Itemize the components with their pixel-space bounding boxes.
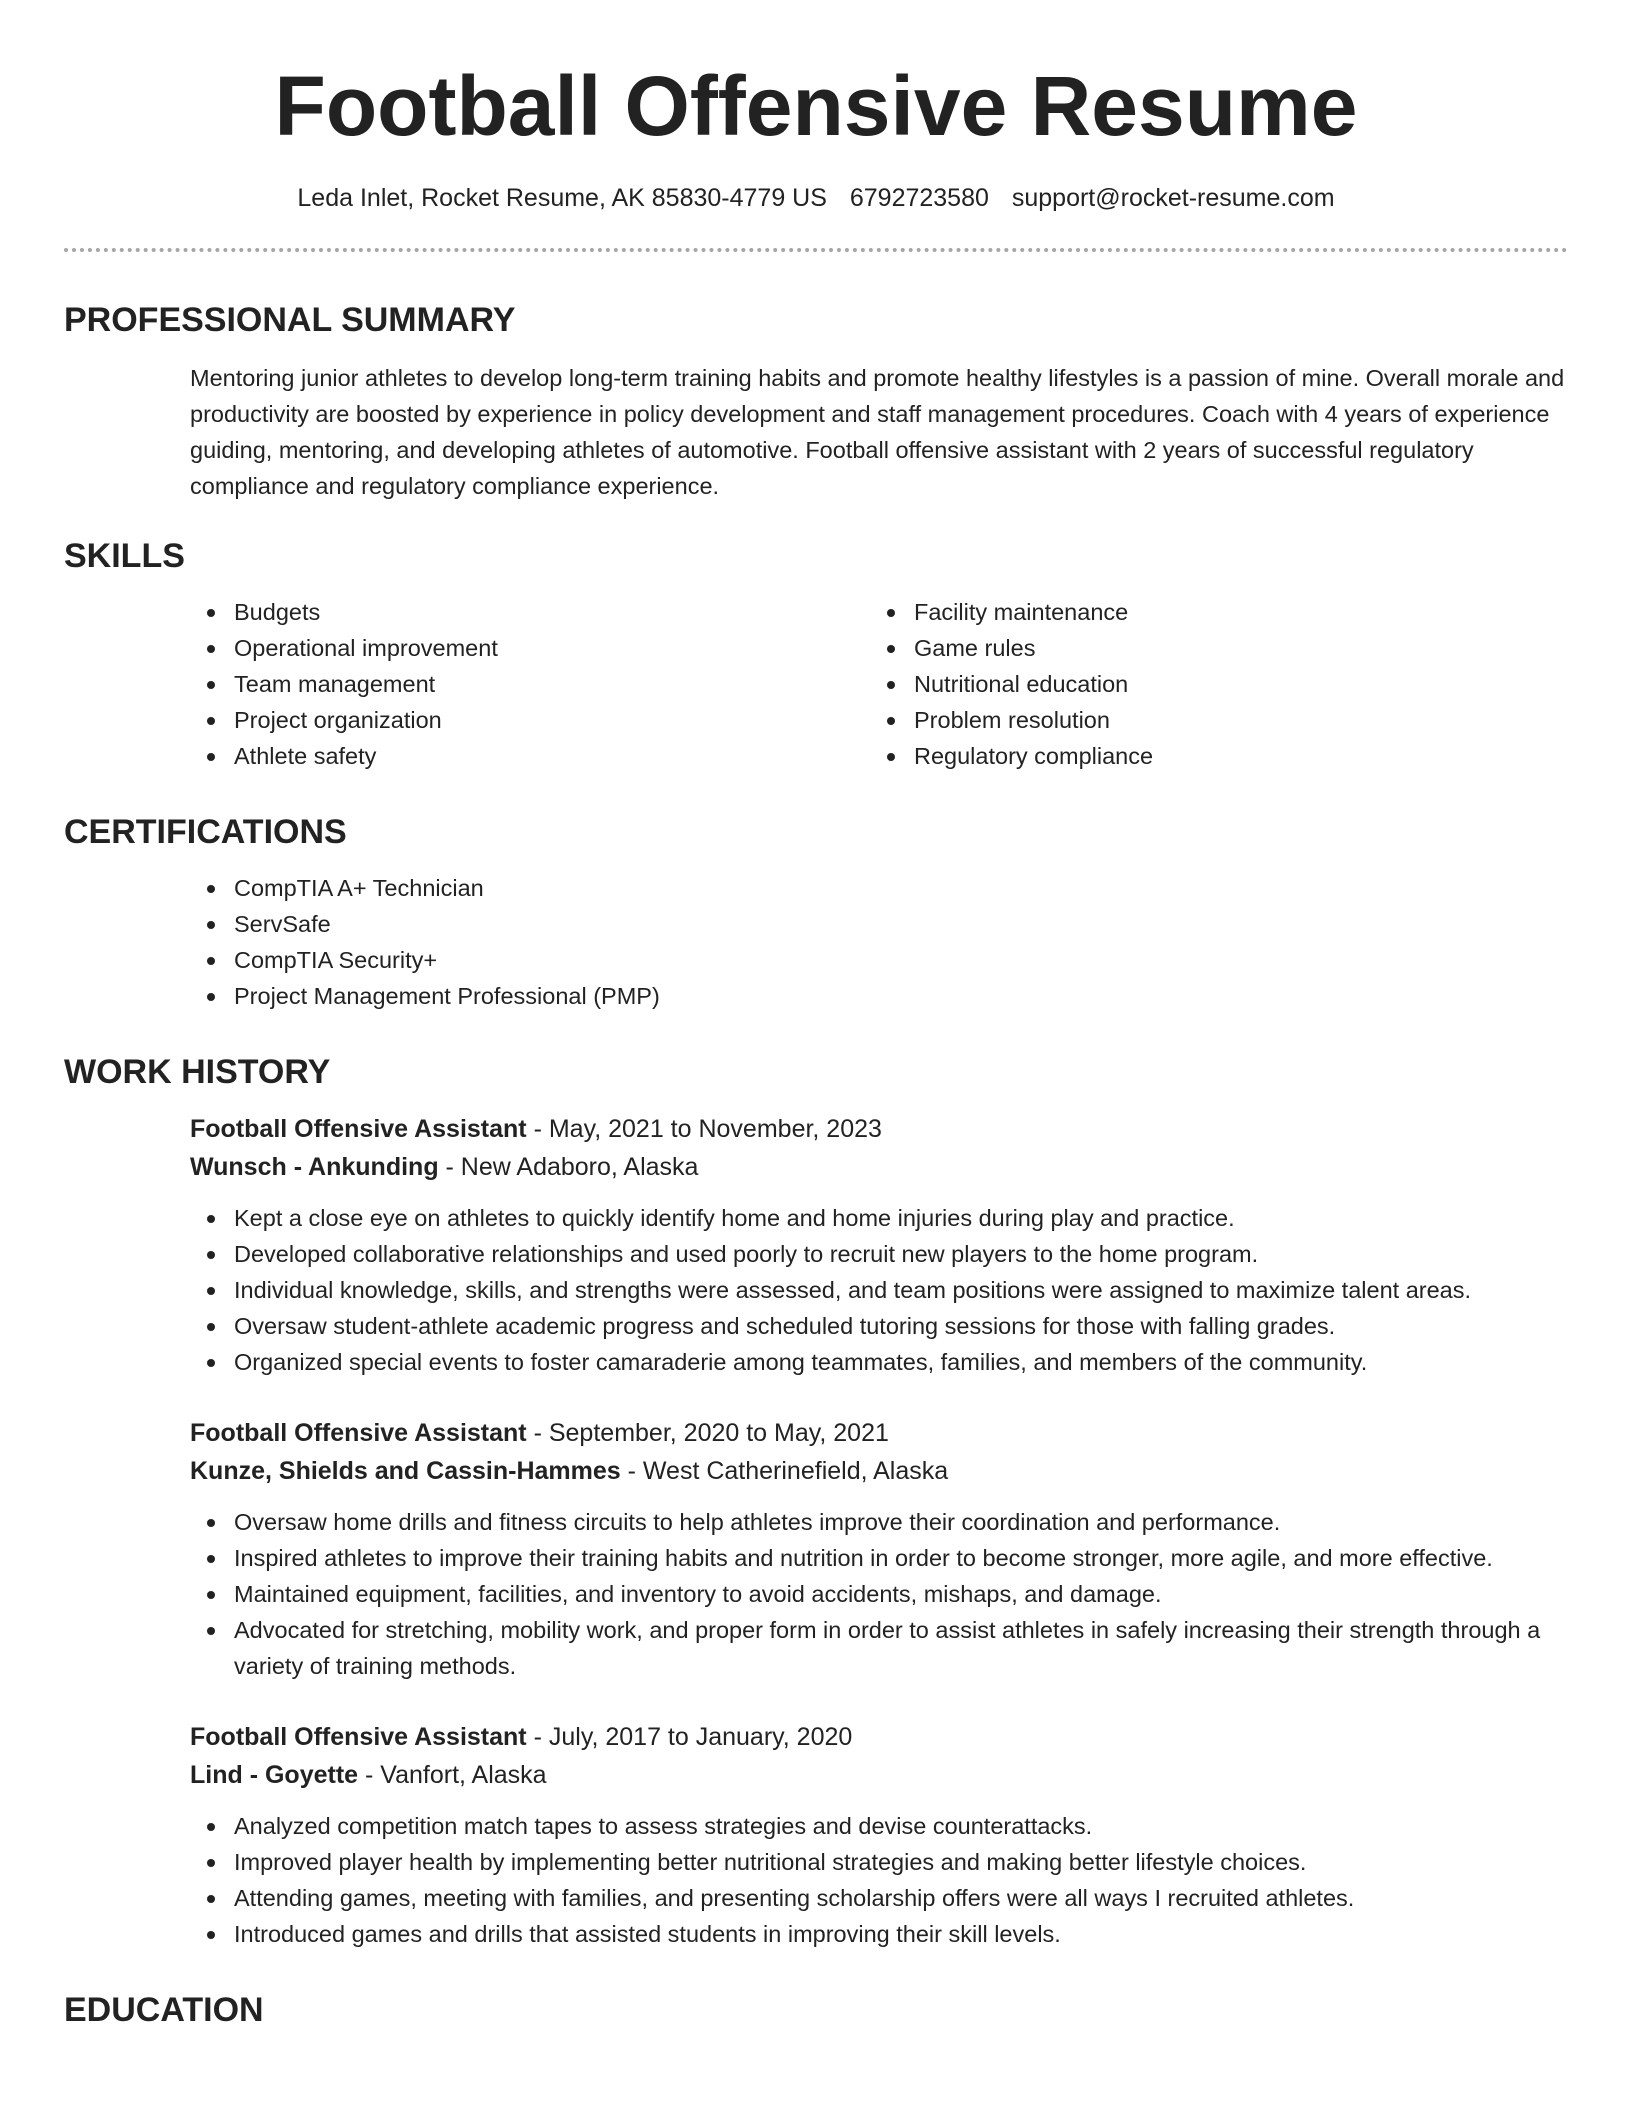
skills-list-left	[190, 594, 870, 774]
skill-item: Problem resolution	[870, 702, 1568, 738]
job-location: - West Catherinefield, Alaska	[620, 1457, 949, 1485]
skill-item: Team management	[190, 666, 870, 702]
job-bullet: Developed collaborative relationships and used poorly to recruit new players to the home program.	[190, 1236, 1568, 1272]
header-divider	[64, 248, 1568, 252]
summary-section	[64, 300, 1568, 504]
skill-item: Athlete safety	[190, 738, 870, 774]
job-bullet: Oversaw home drills and fitness circuits to help athletes improve their coordination and performance.	[190, 1504, 1568, 1540]
work-history-body	[190, 1110, 1568, 1952]
job-company: Kunze, Shields and Cassin-Hammes	[190, 1457, 621, 1485]
job-entry	[190, 1110, 1568, 1380]
certifications-body	[190, 870, 1568, 1014]
job-company-line	[190, 1148, 1568, 1186]
job-bullets	[190, 1200, 1568, 1380]
job-role-line	[190, 1110, 1568, 1148]
education-section	[64, 1990, 1568, 2030]
summary-heading: PROFESSIONAL SUMMARY	[64, 301, 516, 339]
certification-item: Project Management Professional (PMP)	[190, 978, 1568, 1014]
job-bullet: Oversaw student-athlete academic progress and scheduled tutoring sessions for those with falling grades.	[190, 1308, 1568, 1344]
contact-phone: 6792723580	[849, 184, 989, 212]
job-role: Football Offensive Assistant	[190, 1115, 527, 1143]
skills-grid	[190, 594, 1568, 774]
skill-item: Nutritional education	[870, 666, 1568, 702]
summary-text: Mentoring junior athletes to develop long-term training habits and promote healthy lifestyles is a passion of mine. Overall morale and productivity are boosted by experience in policy development and staff management procedures. Coach with 4 years of experience guiding, mentoring, and developing athletes of automotive. Football offensive assistant with 2 years of successful regulatory compliance and regulatory compliance experience.	[190, 365, 1565, 499]
job-bullet: Kept a close eye on athletes to quickly identify home and home injuries during play and practice.	[190, 1200, 1568, 1236]
work-history-section	[64, 1052, 1568, 1952]
certifications-list	[190, 870, 1568, 1014]
job-location: - Vanfort, Alaska	[358, 1761, 547, 1789]
job-company: Lind - Goyette	[190, 1761, 359, 1789]
skill-item: Project organization	[190, 702, 870, 738]
job-bullets	[190, 1808, 1568, 1952]
job-bullet: Attending games, meeting with families, and presenting scholarship offers were all ways I recruited athletes.	[190, 1880, 1568, 1916]
job-bullet: Inspired athletes to improve their training habits and nutrition in order to become stronger, more agile, and more effective.	[190, 1540, 1568, 1576]
skills-heading: SKILLS	[64, 537, 185, 575]
job-bullets	[190, 1504, 1568, 1684]
job-company-line	[190, 1756, 1568, 1794]
certification-item: ServSafe	[190, 906, 1568, 942]
job-bullet: Maintained equipment, facilities, and inventory to avoid accidents, mishaps, and damage.	[190, 1576, 1568, 1612]
job-entry	[190, 1414, 1568, 1684]
skill-item: Game rules	[870, 630, 1568, 666]
contact-line	[64, 182, 1568, 214]
certification-item: CompTIA A+ Technician	[190, 870, 1568, 906]
job-bullet: Improved player health by implementing better nutritional strategies and making better lifestyle choices.	[190, 1844, 1568, 1880]
resume-title: Football Offensive Resume	[274, 59, 1358, 153]
certifications-section	[64, 812, 1568, 1014]
job-dates: - May, 2021 to November, 2023	[526, 1115, 882, 1143]
job-dates: - September, 2020 to May, 2021	[526, 1419, 889, 1447]
job-company-line	[190, 1452, 1568, 1490]
skills-section	[64, 536, 1568, 774]
skill-item: Facility maintenance	[870, 594, 1568, 630]
skills-list-right	[870, 594, 1568, 774]
job-location: - New Adaboro, Alaska	[438, 1153, 699, 1181]
job-bullet: Introduced games and drills that assisted students in improving their skill levels.	[190, 1916, 1568, 1952]
skill-item: Regulatory compliance	[870, 738, 1568, 774]
certifications-heading: CERTIFICATIONS	[64, 813, 347, 851]
job-company: Wunsch - Ankunding	[190, 1153, 439, 1181]
job-entry	[190, 1718, 1568, 1952]
work-history-heading: WORK HISTORY	[64, 1053, 331, 1091]
job-role-line	[190, 1718, 1568, 1756]
contact-email: support@rocket-resume.com	[1011, 184, 1335, 212]
contact-address: Leda Inlet, Rocket Resume, AK 85830-4779 US	[297, 184, 827, 212]
skill-item: Operational improvement	[190, 630, 870, 666]
certification-item: CompTIA Security+	[190, 942, 1568, 978]
education-heading: EDUCATION	[64, 1991, 264, 2029]
job-role: Football Offensive Assistant	[190, 1723, 527, 1751]
skill-item: Budgets	[190, 594, 870, 630]
job-bullet: Analyzed competition match tapes to assess strategies and devise counterattacks.	[190, 1808, 1568, 1844]
job-bullet: Advocated for stretching, mobility work, and proper form in order to assist athletes in safely increasing their strength through a variety of training methods.	[190, 1612, 1568, 1684]
job-role-line	[190, 1414, 1568, 1452]
job-role: Football Offensive Assistant	[190, 1419, 527, 1447]
job-bullet: Individual knowledge, skills, and strengths were assessed, and team positions were assigned to maximize talent areas.	[190, 1272, 1568, 1308]
job-dates: - July, 2017 to January, 2020	[526, 1723, 853, 1751]
job-bullet: Organized special events to foster camaraderie among teammates, families, and members of the community.	[190, 1344, 1568, 1380]
